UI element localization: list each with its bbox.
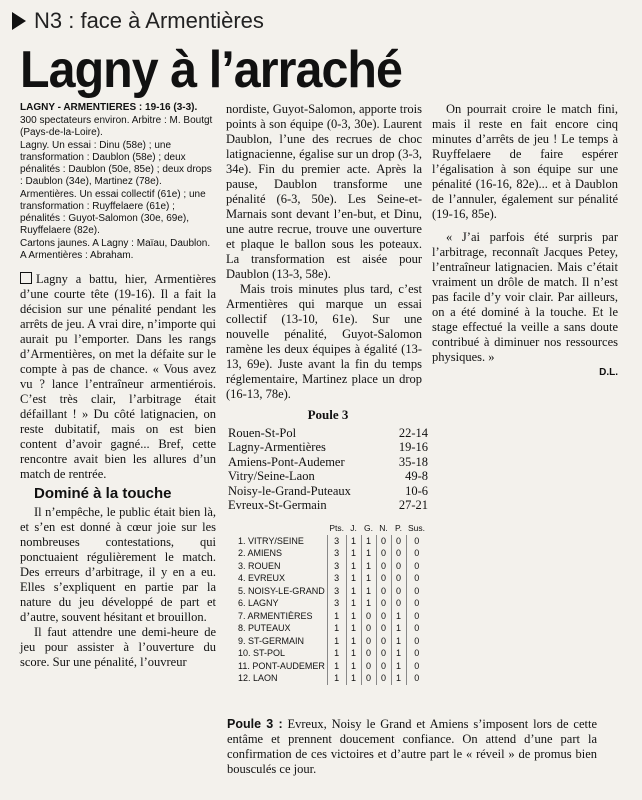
footer-text: Evreux, Noisy le Grand et Amiens s’imposent lors de cette entâme et prennent doucement confiance. On attend d’une part la confirmation de ces victoires et d’autre part le « réveil » de promus bien bousculés ce jour. (227, 717, 598, 776)
stat-cell: 0 (406, 635, 427, 648)
stat-cell: 3 (327, 547, 346, 560)
column-3 (432, 102, 618, 380)
stat-cell: 0 (406, 597, 427, 610)
stat-cell: 0 (376, 672, 391, 685)
result-score: 19-16 (398, 440, 428, 454)
stat-cell: 0 (406, 660, 427, 673)
signature: D.L. (599, 367, 618, 378)
stat-cell: 1 (391, 672, 406, 685)
stat-cell: 1 (346, 547, 361, 560)
table-row (236, 597, 427, 610)
stat-cell: 1 (361, 547, 376, 560)
lead-paragraph (20, 272, 216, 482)
stat-cell: 1 (327, 672, 346, 685)
stat-cell: 1 (346, 660, 361, 673)
stat-cell: 1 (327, 635, 346, 648)
team-name: 7. ARMENTIÈRES (238, 610, 313, 621)
stat-cell: 1 (361, 585, 376, 598)
stat-cell: 1 (327, 622, 346, 635)
cards: Cartons jaunes. A Lagny : Maïau, Daublon. A Armentières : Abraham. (20, 238, 211, 261)
table-row (236, 660, 427, 673)
standings-header-cell (236, 522, 327, 535)
stat-cell: 0 (406, 585, 427, 598)
result-row (228, 484, 428, 499)
team-name: 5. NOISY-LE-GRAND (238, 585, 325, 596)
team-name: 8. PUTEAUX (238, 623, 291, 633)
stat-cell: 1 (327, 610, 346, 623)
triangle-icon (12, 12, 26, 30)
stat-cell: 1 (346, 597, 361, 610)
stat-cell: 0 (376, 560, 391, 573)
stat-cell: 1 (346, 535, 361, 548)
table-row (236, 560, 427, 573)
stat-cell: 1 (391, 635, 406, 648)
team-name: 3. ROUEN (238, 560, 281, 571)
stat-cell: 0 (376, 647, 391, 660)
stat-cell: 0 (406, 535, 427, 548)
lead-text: Lagny a battu, hier, Armentières d’une courte tête (19-16). Il a fait la décision sur une pénalité pendant les arrêts de jeu. A vrai dire, n’importe qui aurait pu l’emporter. Dans les rangs d’Armentières, on met la défaite sur le compte à pas de chance. « Vous avez vu ? lance l’entraîneur armentiérois. C’est très clair, l’arbitrage était défaillant ! » Du côté latignacien, on reste dubitatif, mais on est bien content d’avoir gagné... Bref, cette rencontre avait bien les allures d’un match de rentrée. (20, 272, 216, 481)
stat-cell: 3 (327, 597, 346, 610)
stat-cell: 1 (391, 647, 406, 660)
result-match: Evreux-St-Germain (228, 498, 327, 512)
stat-cell: 0 (376, 610, 391, 623)
score-line: LAGNY - ARMENTIERES : 19-16 (3-3). (20, 102, 198, 113)
stat-cell: 0 (376, 622, 391, 635)
stat-cell: 0 (376, 547, 391, 560)
headline: Lagny à l’arraché (20, 41, 403, 99)
stat-cell: 0 (391, 585, 406, 598)
stat-cell: 0 (406, 560, 427, 573)
stat-cell: 1 (361, 597, 376, 610)
result-score: 22-14 (398, 425, 428, 440)
standings-header-cell: Sus. (408, 523, 426, 533)
column-1 (20, 102, 216, 670)
table-row (236, 635, 427, 648)
stat-cell: 1 (346, 560, 361, 573)
stat-cell: 0 (376, 635, 391, 648)
stat-cell: 0 (406, 572, 427, 585)
result-score: 35-18 (398, 454, 428, 469)
stat-cell: 0 (406, 610, 427, 623)
stat-cell: 0 (376, 535, 391, 548)
table-row (236, 535, 427, 548)
table-row (236, 547, 427, 560)
stat-cell: 1 (346, 635, 361, 648)
result-row (228, 455, 428, 470)
result-row (228, 498, 428, 513)
results-title: Poule 3 (307, 407, 349, 422)
stat-cell: 0 (376, 660, 391, 673)
stat-cell: 1 (346, 572, 361, 585)
standings-header-cell: J. (350, 523, 357, 533)
paragraph: Mais trois minutes plus tard, c’est Armentières qui marque un essai collectif (13-10, 61e). Sur une nouvelle pénalité, Guyot-Salomon ramène les deux équipes à égalité (13-13, 69e). Juste avant la fin du temps réglementaire, Martinez place un drop (16-13, 78e). (226, 282, 422, 401)
paragraph: Il faut attendre une demi-heure de jeu pour assister à l’ouverture du score. Sur une pénalité, l’ouvreur (20, 625, 216, 669)
stat-cell: 0 (406, 547, 427, 560)
stat-cell: 1 (346, 610, 361, 623)
stat-cell: 0 (376, 585, 391, 598)
stat-cell: 3 (327, 535, 346, 548)
stat-cell: 0 (391, 572, 406, 585)
result-row (228, 440, 428, 455)
stat-cell: 3 (327, 572, 346, 585)
stat-cell: 1 (346, 585, 361, 598)
stat-cell: 0 (361, 610, 376, 623)
match-info (20, 102, 216, 262)
stat-cell: 0 (391, 597, 406, 610)
stat-cell: 1 (327, 660, 346, 673)
results-box (228, 408, 428, 513)
team-name: 11. PONT-AUDEMER (238, 660, 325, 671)
quote-paragraph: « J’ai parfois été surpris par l’arbitrage, reconnaît Jacques Petey, l’entraîneur latignacien. Mais c’était vraiment un drôle de match. Il n’est pas facile d’y voir clair. Par ailleurs, on a été dominé à la touche. Et le stage effectué la veille a sans doute contribué à diminuer nos ressources physiques. » (432, 230, 618, 364)
result-row (228, 469, 428, 484)
stat-cell: 1 (346, 647, 361, 660)
stat-cell: 1 (391, 622, 406, 635)
team-name: 4. EVREUX (238, 573, 286, 583)
kicker (12, 8, 264, 34)
stat-cell: 0 (406, 622, 427, 635)
stat-cell: 1 (346, 672, 361, 685)
table-row (236, 572, 427, 585)
table-row (236, 622, 427, 635)
result-match: Lagny-Armentières (228, 440, 326, 454)
stat-cell: 0 (406, 647, 427, 660)
team-name: 10. ST-POL (238, 648, 286, 658)
stat-cell: 1 (327, 647, 346, 660)
standings-header-cell: G. (364, 523, 373, 533)
column-2 (226, 102, 422, 402)
standings-body (236, 535, 427, 685)
footer-lead: Poule 3 : (227, 717, 283, 731)
stat-cell: 0 (376, 597, 391, 610)
stat-cell: 0 (376, 572, 391, 585)
stat-cell: 3 (327, 560, 346, 573)
stat-cell: 0 (361, 647, 376, 660)
footer-note (227, 717, 597, 777)
result-score: 27-21 (398, 498, 428, 512)
stat-cell: 1 (391, 610, 406, 623)
team-name: 6. LAGNY (238, 598, 279, 608)
table-row (236, 585, 427, 598)
team-name: 1. VITRY/SEINE (238, 535, 304, 546)
result-match: Vitry/Seine-Laon (228, 469, 315, 483)
lagny-scorers: Lagny. Un essai : Dinu (58e) ; une transformation : Daublon (58e) ; deux pénalités : Daublon (50e, 85e) ; deux drops : Daublon (34e), Martinez (78e). (20, 140, 212, 187)
stat-cell: 1 (361, 572, 376, 585)
standings-header-cell: P. (395, 523, 402, 533)
stat-cell: 3 (327, 585, 346, 598)
subhead: Dominé à la touche (34, 485, 172, 502)
stat-cell: 0 (391, 547, 406, 560)
stat-cell: 0 (406, 672, 427, 685)
stat-cell: 0 (361, 635, 376, 648)
paragraph: Il n’empêche, le public était bien là, et s’en est donné à cœur joie sur les nombreuses contestations, qui ponctuaient régulièrement le match. Des erreurs d’arbitrage, il y en a eu. Elles s’expliquent en partie par la nature du jeu développé de part et d’autre, souvent hésitant et brouillon. (20, 505, 216, 624)
stat-cell: 1 (346, 622, 361, 635)
result-score: 10-6 (405, 483, 428, 498)
standings-header (236, 522, 427, 535)
table-row (236, 610, 427, 623)
team-name: 2. AMIENS (238, 548, 283, 558)
standings-header-cell: Pts. (329, 523, 345, 533)
stat-cell: 1 (361, 535, 376, 548)
stat-cell: 1 (391, 660, 406, 673)
results-list (228, 426, 428, 513)
square-bullet-icon (20, 272, 32, 284)
armentieres-scorers: Armentières. Un essai collectif (61e) ; une transformation : Ruyffelaere (61e) ; pénalités : Guyot-Salomon (30e, 69e), Ruyffelaere (82e). (20, 189, 206, 236)
result-row (228, 426, 428, 441)
table-row (236, 647, 427, 660)
stat-cell: 0 (361, 622, 376, 635)
standings-table (236, 522, 427, 685)
team-name: 9. ST-GERMAIN (238, 635, 305, 646)
kicker-text: N3 : face à Armentières (34, 8, 264, 33)
team-name: 12. LAON (238, 673, 278, 683)
stat-cell: 0 (361, 672, 376, 685)
paragraph: nordiste, Guyot-Salomon, apporte trois points à son équipe (0-3, 30e). Laurent Daublon, l’une des recrues de choc latignacienne, égalise sur un drop (3-3, 34e). Fin du premier acte. Après la pause, Daublon transforme une pénalité (6-3, 50e). Les Seine-et-Marnais sont devant l’en-but, et Dinu, une autre recrue, trouve une ouverture et plaque le ballon sous les poteaux. La transformation est aisée pour Daublon (13-3, 58e). (226, 102, 422, 281)
paragraph: On pourrait croire le match fini, mais il reste en fait encore cinq minutes d’arrêts de jeu ! Le temps à Ruyffelaere de faire espérer l’égalisation à son équipe sur une pénalité (16-16, 82e)... et à Daublon de l’annuler, également sur pénalité (19-16, 85e). (432, 102, 618, 221)
stat-cell: 0 (391, 535, 406, 548)
result-match: Noisy-le-Grand-Puteaux (228, 483, 351, 498)
attendance: 300 spectateurs environ. Arbitre : M. Boutgt (Pays-de-la-Loire). (20, 115, 213, 138)
stat-cell: 1 (361, 560, 376, 573)
result-match: Amiens-Pont-Audemer (228, 454, 345, 469)
stat-cell: 0 (361, 660, 376, 673)
table-row (236, 672, 427, 685)
result-score: 49-8 (405, 469, 428, 483)
stat-cell: 0 (391, 560, 406, 573)
result-match: Rouen-St-Pol (228, 425, 297, 440)
standings-header-cell: N. (379, 523, 388, 533)
